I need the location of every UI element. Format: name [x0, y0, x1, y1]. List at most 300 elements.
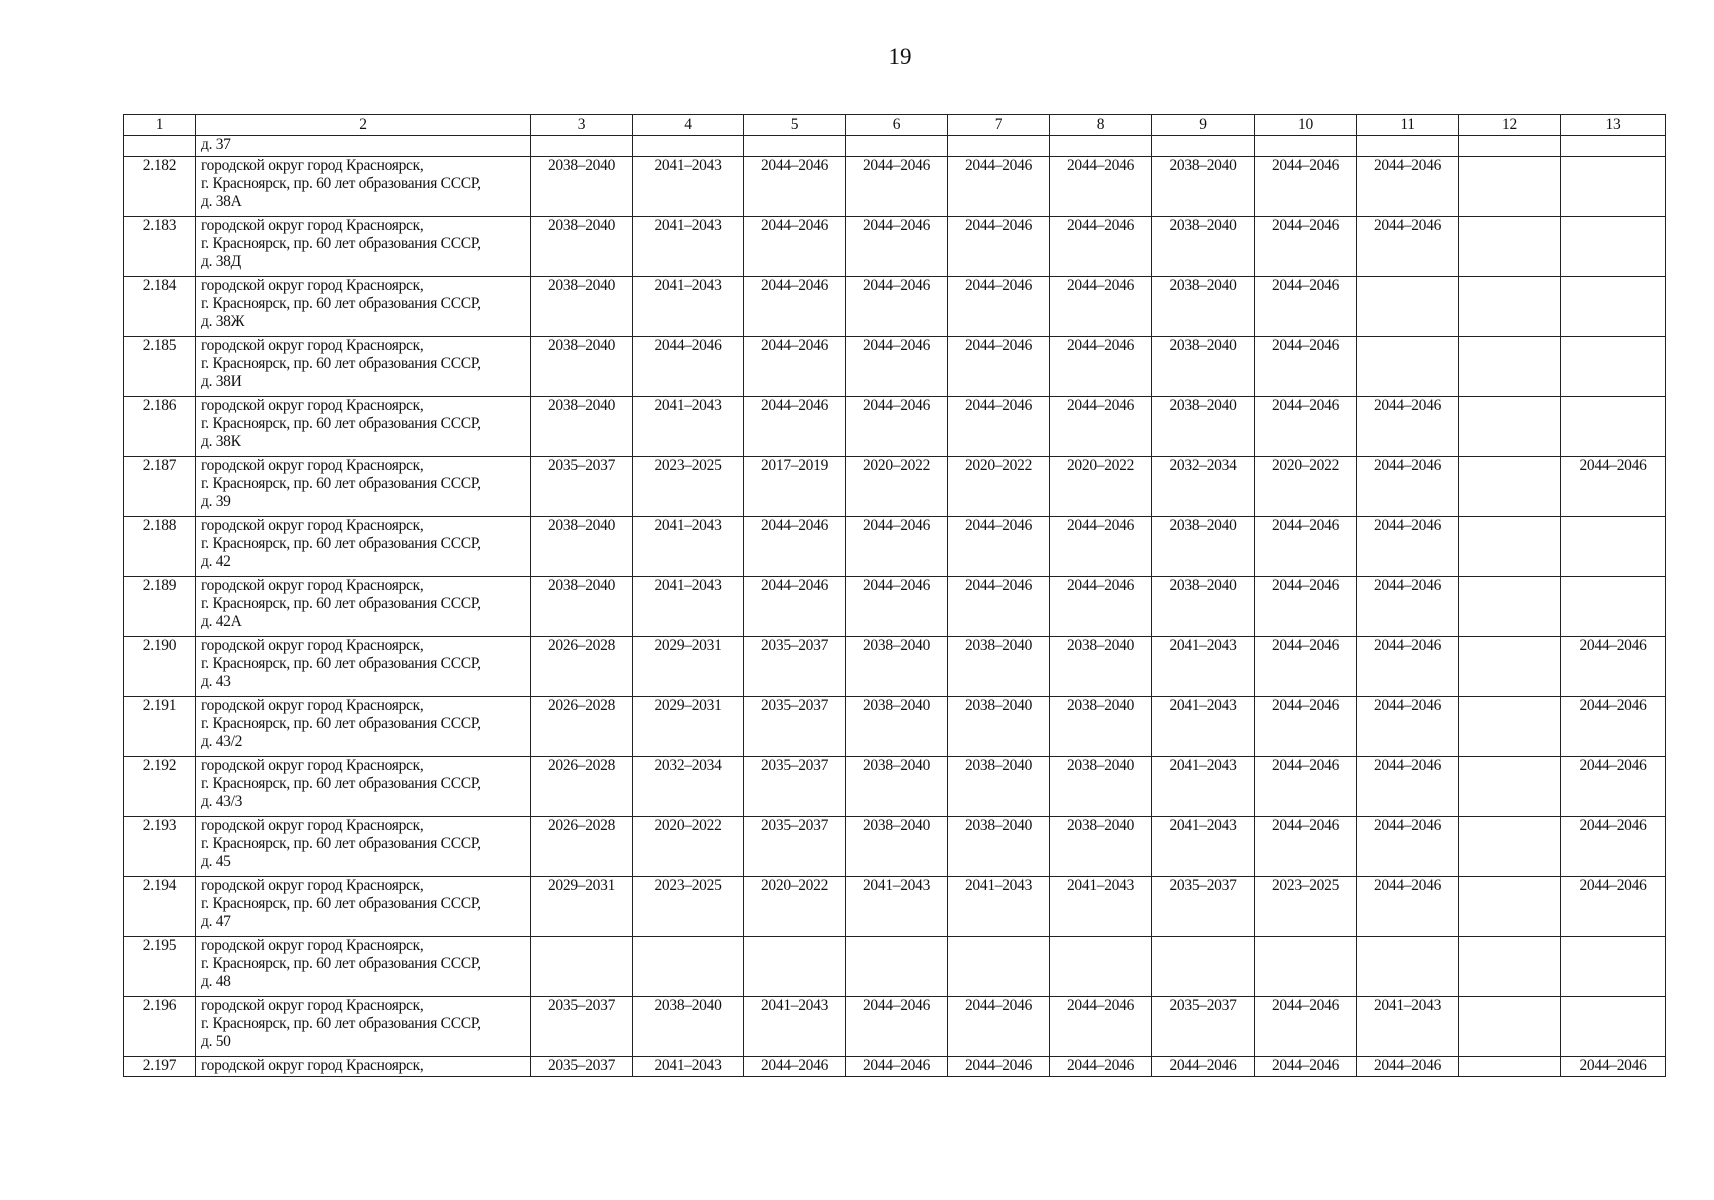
period-cell: 2026–2028	[531, 697, 633, 757]
address-line: д. 37	[201, 136, 231, 153]
period-cell	[1561, 136, 1666, 157]
schedule-table	[123, 114, 1666, 1077]
period-cell: 2044–2046	[744, 337, 846, 397]
table-row	[124, 337, 1666, 397]
period-cell: 2020–2022	[1050, 457, 1152, 517]
period-cell: 2026–2028	[531, 757, 633, 817]
period-cell: 2044–2046	[744, 577, 846, 637]
row-number-cell	[124, 136, 196, 157]
period-cell	[1357, 136, 1459, 157]
row-number-cell: 2.183	[124, 217, 196, 277]
address-line: городской округ город Красноярск,	[201, 337, 424, 354]
period-cell: 2038–2040	[1152, 517, 1255, 577]
period-cell: 2020–2022	[846, 457, 948, 517]
address-line: г. Красноярск, пр. 60 лет образования СССР,	[201, 775, 481, 792]
period-cell	[846, 937, 948, 997]
address-line: д. 38И	[201, 373, 242, 390]
period-cell	[744, 937, 846, 997]
period-cell	[1561, 517, 1666, 577]
period-cell: 2029–2031	[531, 877, 633, 937]
address-cell	[196, 937, 531, 997]
period-cell	[1459, 577, 1561, 637]
address-line: г. Красноярск, пр. 60 лет образования СССР,	[201, 595, 481, 612]
period-cell	[1459, 997, 1561, 1057]
period-cell: 2044–2046	[1255, 337, 1357, 397]
period-cell	[744, 136, 846, 157]
period-cell	[1255, 937, 1357, 997]
period-cell: 2029–2031	[633, 697, 744, 757]
period-cell: 2044–2046	[1255, 157, 1357, 217]
period-cell: 2044–2046	[744, 517, 846, 577]
period-cell: 2044–2046	[744, 397, 846, 457]
column-header: 6	[846, 115, 948, 136]
period-cell: 2026–2028	[531, 817, 633, 877]
period-cell	[1459, 277, 1561, 337]
address-line: д. 43/3	[201, 793, 243, 810]
period-cell: 2038–2040	[1050, 757, 1152, 817]
row-number-cell: 2.195	[124, 937, 196, 997]
period-cell: 2044–2046	[1255, 697, 1357, 757]
period-cell: 2023–2025	[633, 877, 744, 937]
period-cell: 2044–2046	[1050, 577, 1152, 637]
period-cell: 2038–2040	[1152, 337, 1255, 397]
period-cell	[531, 937, 633, 997]
address-line: г. Красноярск, пр. 60 лет образования СССР,	[201, 235, 481, 252]
row-number-cell: 2.190	[124, 637, 196, 697]
period-cell: 2038–2040	[1050, 637, 1152, 697]
period-cell: 2044–2046	[1357, 157, 1459, 217]
period-cell: 2038–2040	[531, 217, 633, 277]
period-cell: 2044–2046	[948, 997, 1050, 1057]
period-cell	[1152, 937, 1255, 997]
period-cell: 2023–2025	[1255, 877, 1357, 937]
period-cell: 2044–2046	[1050, 517, 1152, 577]
address-line: городской округ город Красноярск,	[201, 157, 424, 174]
period-cell	[948, 136, 1050, 157]
address-line: городской округ город Красноярск,	[201, 1057, 424, 1074]
period-cell: 2044–2046	[1255, 757, 1357, 817]
row-number-cell: 2.191	[124, 697, 196, 757]
period-cell: 2041–2043	[633, 1057, 744, 1077]
table-row	[124, 817, 1666, 877]
period-cell: 2044–2046	[1050, 337, 1152, 397]
address-line: д. 43	[201, 673, 231, 690]
address-line: д. 43/2	[201, 733, 243, 750]
table-row	[124, 136, 1666, 157]
period-cell: 2032–2034	[1152, 457, 1255, 517]
period-cell: 2044–2046	[1255, 277, 1357, 337]
period-cell	[1255, 136, 1357, 157]
address-line: городской округ город Красноярск,	[201, 877, 424, 894]
period-cell: 2041–2043	[633, 397, 744, 457]
address-line: городской округ город Красноярск,	[201, 637, 424, 654]
address-cell	[196, 337, 531, 397]
address-cell	[196, 517, 531, 577]
row-number-cell: 2.188	[124, 517, 196, 577]
period-cell: 2035–2037	[744, 757, 846, 817]
period-cell: 2038–2040	[531, 277, 633, 337]
address-cell	[196, 136, 531, 157]
address-line: городской округ город Красноярск,	[201, 997, 424, 1014]
period-cell: 2038–2040	[846, 697, 948, 757]
address-cell	[196, 757, 531, 817]
row-number-cell: 2.185	[124, 337, 196, 397]
period-cell	[1561, 937, 1666, 997]
period-cell	[1357, 277, 1459, 337]
period-cell: 2038–2040	[948, 757, 1050, 817]
address-line: городской округ город Красноярск,	[201, 817, 424, 834]
period-cell: 2044–2046	[744, 277, 846, 337]
period-cell: 2044–2046	[1561, 877, 1666, 937]
address-line: д. 38Ж	[201, 313, 245, 330]
address-line: д. 42	[201, 553, 231, 570]
table-row	[124, 757, 1666, 817]
period-cell: 2044–2046	[948, 577, 1050, 637]
period-cell: 2017–2019	[744, 457, 846, 517]
period-cell: 2041–2043	[1050, 877, 1152, 937]
column-header: 1	[124, 115, 196, 136]
period-cell: 2041–2043	[1357, 997, 1459, 1057]
period-cell: 2044–2046	[846, 577, 948, 637]
period-cell	[531, 136, 633, 157]
period-cell: 2038–2040	[1152, 397, 1255, 457]
period-cell: 2044–2046	[948, 217, 1050, 277]
row-number-cell: 2.189	[124, 577, 196, 637]
address-line: д. 38А	[201, 193, 242, 210]
period-cell: 2029–2031	[633, 637, 744, 697]
period-cell: 2044–2046	[744, 1057, 846, 1077]
period-cell: 2035–2037	[1152, 997, 1255, 1057]
column-header: 4	[633, 115, 744, 136]
period-cell	[1459, 637, 1561, 697]
period-cell	[1459, 217, 1561, 277]
table-row	[124, 157, 1666, 217]
table-header-row	[124, 115, 1666, 136]
period-cell: 2041–2043	[633, 277, 744, 337]
period-cell: 2044–2046	[1255, 637, 1357, 697]
period-cell: 2044–2046	[1561, 1057, 1666, 1077]
period-cell: 2023–2025	[633, 457, 744, 517]
address-cell	[196, 457, 531, 517]
period-cell: 2038–2040	[531, 517, 633, 577]
period-cell: 2044–2046	[846, 277, 948, 337]
period-cell	[1561, 337, 1666, 397]
period-cell: 2041–2043	[633, 577, 744, 637]
address-cell	[196, 397, 531, 457]
period-cell: 2044–2046	[948, 1057, 1050, 1077]
row-number-cell: 2.194	[124, 877, 196, 937]
period-cell: 2044–2046	[1357, 217, 1459, 277]
period-cell: 2044–2046	[1561, 637, 1666, 697]
period-cell: 2044–2046	[1357, 397, 1459, 457]
period-cell	[1459, 457, 1561, 517]
address-line: д. 39	[201, 493, 231, 510]
period-cell: 2044–2046	[846, 217, 948, 277]
period-cell: 2035–2037	[531, 457, 633, 517]
column-header: 2	[196, 115, 531, 136]
address-line: г. Красноярск, пр. 60 лет образования СССР,	[201, 895, 481, 912]
table-row	[124, 517, 1666, 577]
period-cell: 2038–2040	[846, 757, 948, 817]
period-cell: 2044–2046	[744, 217, 846, 277]
period-cell	[1459, 1057, 1561, 1077]
address-line: г. Красноярск, пр. 60 лет образования СССР,	[201, 955, 481, 972]
period-cell: 2035–2037	[744, 697, 846, 757]
table-row	[124, 457, 1666, 517]
period-cell	[633, 136, 744, 157]
period-cell: 2038–2040	[633, 997, 744, 1057]
address-line: г. Красноярск, пр. 60 лет образования СССР,	[201, 415, 481, 432]
address-cell	[196, 997, 531, 1057]
address-line: городской округ город Красноярск,	[201, 217, 424, 234]
table-row	[124, 637, 1666, 697]
table-row	[124, 1057, 1666, 1077]
period-cell: 2038–2040	[1152, 217, 1255, 277]
address-cell	[196, 217, 531, 277]
address-line: д. 38Д	[201, 253, 241, 270]
period-cell: 2041–2043	[1152, 637, 1255, 697]
period-cell: 2044–2046	[1050, 277, 1152, 337]
address-line: городской округ город Красноярск,	[201, 517, 424, 534]
table-row	[124, 997, 1666, 1057]
period-cell: 2035–2037	[744, 637, 846, 697]
period-cell: 2020–2022	[948, 457, 1050, 517]
address-line: г. Красноярск, пр. 60 лет образования СССР,	[201, 175, 481, 192]
address-line: г. Красноярск, пр. 60 лет образования СССР,	[201, 715, 481, 732]
period-cell: 2041–2043	[1152, 757, 1255, 817]
period-cell	[1561, 397, 1666, 457]
period-cell: 2041–2043	[1152, 697, 1255, 757]
row-number-cell: 2.182	[124, 157, 196, 217]
period-cell: 2044–2046	[1255, 397, 1357, 457]
period-cell: 2044–2046	[1357, 577, 1459, 637]
period-cell	[1459, 877, 1561, 937]
period-cell	[1459, 697, 1561, 757]
address-cell	[196, 877, 531, 937]
period-cell: 2038–2040	[531, 157, 633, 217]
period-cell: 2038–2040	[531, 397, 633, 457]
period-cell	[846, 136, 948, 157]
address-line: г. Красноярск, пр. 60 лет образования СССР,	[201, 1015, 481, 1032]
period-cell: 2038–2040	[846, 817, 948, 877]
period-cell: 2044–2046	[744, 157, 846, 217]
column-header: 3	[531, 115, 633, 136]
period-cell: 2044–2046	[846, 397, 948, 457]
period-cell: 2044–2046	[1050, 157, 1152, 217]
row-number-cell: 2.193	[124, 817, 196, 877]
address-line: городской округ город Красноярск,	[201, 397, 424, 414]
period-cell: 2044–2046	[1255, 577, 1357, 637]
table-row	[124, 577, 1666, 637]
period-cell: 2035–2037	[744, 817, 846, 877]
period-cell: 2044–2046	[846, 337, 948, 397]
address-cell	[196, 1057, 531, 1077]
address-line: д. 48	[201, 973, 231, 990]
period-cell: 2044–2046	[1561, 757, 1666, 817]
period-cell: 2038–2040	[1152, 277, 1255, 337]
column-header: 9	[1152, 115, 1255, 136]
period-cell	[633, 937, 744, 997]
period-cell	[1459, 397, 1561, 457]
column-header: 7	[948, 115, 1050, 136]
period-cell: 2044–2046	[1357, 457, 1459, 517]
period-cell: 2044–2046	[1255, 1057, 1357, 1077]
period-cell	[1459, 817, 1561, 877]
period-cell: 2044–2046	[1050, 1057, 1152, 1077]
address-line: городской округ город Красноярск,	[201, 277, 424, 294]
period-cell	[1459, 757, 1561, 817]
column-header: 11	[1357, 115, 1459, 136]
address-line: д. 45	[201, 853, 231, 870]
column-header: 10	[1255, 115, 1357, 136]
address-cell	[196, 277, 531, 337]
period-cell: 2038–2040	[1050, 697, 1152, 757]
period-cell: 2041–2043	[633, 217, 744, 277]
period-cell: 2044–2046	[1357, 1057, 1459, 1077]
period-cell: 2044–2046	[1357, 757, 1459, 817]
period-cell: 2035–2037	[531, 997, 633, 1057]
period-cell	[1357, 937, 1459, 997]
period-cell: 2044–2046	[1561, 817, 1666, 877]
table-row	[124, 217, 1666, 277]
address-cell	[196, 697, 531, 757]
period-cell: 2044–2046	[1255, 517, 1357, 577]
row-number-cell: 2.192	[124, 757, 196, 817]
row-number-cell: 2.196	[124, 997, 196, 1057]
column-header: 8	[1050, 115, 1152, 136]
address-line: д. 42А	[201, 613, 242, 630]
period-cell: 2044–2046	[948, 397, 1050, 457]
address-line: городской округ город Красноярск,	[201, 757, 424, 774]
period-cell: 2044–2046	[846, 517, 948, 577]
period-cell	[1561, 157, 1666, 217]
address-line: г. Красноярск, пр. 60 лет образования СССР,	[201, 475, 481, 492]
period-cell	[1561, 217, 1666, 277]
period-cell: 2044–2046	[948, 337, 1050, 397]
period-cell: 2044–2046	[1050, 217, 1152, 277]
column-header: 12	[1459, 115, 1561, 136]
period-cell: 2035–2037	[531, 1057, 633, 1077]
period-cell: 2020–2022	[744, 877, 846, 937]
period-cell: 2044–2046	[1050, 997, 1152, 1057]
period-cell	[1459, 337, 1561, 397]
period-cell: 2044–2046	[1255, 817, 1357, 877]
address-line: г. Красноярск, пр. 60 лет образования СССР,	[201, 655, 481, 672]
page-number: 19	[888, 44, 912, 69]
table-row	[124, 697, 1666, 757]
table-row	[124, 937, 1666, 997]
period-cell: 2038–2040	[531, 577, 633, 637]
period-cell: 2038–2040	[1152, 577, 1255, 637]
column-header: 13	[1561, 115, 1666, 136]
period-cell	[1561, 577, 1666, 637]
period-cell: 2038–2040	[531, 337, 633, 397]
address-line: д. 47	[201, 913, 231, 930]
period-cell	[1561, 997, 1666, 1057]
period-cell: 2044–2046	[1255, 997, 1357, 1057]
period-cell: 2035–2037	[1152, 877, 1255, 937]
period-cell: 2044–2046	[1561, 457, 1666, 517]
period-cell: 2020–2022	[633, 817, 744, 877]
period-cell	[1357, 337, 1459, 397]
period-cell: 2038–2040	[1152, 157, 1255, 217]
period-cell: 2041–2043	[633, 157, 744, 217]
address-line: г. Красноярск, пр. 60 лет образования СССР,	[201, 295, 481, 312]
period-cell: 2038–2040	[948, 697, 1050, 757]
period-cell	[1050, 937, 1152, 997]
period-cell: 2041–2043	[633, 517, 744, 577]
period-cell: 2044–2046	[846, 997, 948, 1057]
period-cell: 2044–2046	[1357, 877, 1459, 937]
table-row	[124, 397, 1666, 457]
address-line: городской округ город Красноярск,	[201, 697, 424, 714]
period-cell: 2044–2046	[1357, 817, 1459, 877]
period-cell	[1561, 277, 1666, 337]
address-cell	[196, 577, 531, 637]
address-line: городской округ город Красноярск,	[201, 457, 424, 474]
period-cell: 2044–2046	[1357, 637, 1459, 697]
period-cell: 2038–2040	[846, 637, 948, 697]
address-line: г. Красноярск, пр. 60 лет образования СССР,	[201, 835, 481, 852]
address-cell	[196, 817, 531, 877]
period-cell: 2044–2046	[948, 277, 1050, 337]
address-line: г. Красноярск, пр. 60 лет образования СССР,	[201, 535, 481, 552]
table-row	[124, 277, 1666, 337]
period-cell: 2041–2043	[948, 877, 1050, 937]
table-row	[124, 877, 1666, 937]
period-cell: 2044–2046	[948, 517, 1050, 577]
table-body	[124, 115, 1666, 1077]
period-cell: 2044–2046	[1255, 217, 1357, 277]
row-number-cell: 2.197	[124, 1057, 196, 1077]
row-number-cell: 2.184	[124, 277, 196, 337]
row-number-cell: 2.187	[124, 457, 196, 517]
address-line: городской округ город Красноярск,	[201, 577, 424, 594]
period-cell	[948, 937, 1050, 997]
period-cell: 2044–2046	[1561, 697, 1666, 757]
address-line: городской округ город Красноярск,	[201, 937, 424, 954]
period-cell: 2038–2040	[948, 817, 1050, 877]
period-cell: 2044–2046	[948, 157, 1050, 217]
column-header: 5	[744, 115, 846, 136]
period-cell: 2044–2046	[846, 1057, 948, 1077]
row-number-cell: 2.186	[124, 397, 196, 457]
address-line: д. 50	[201, 1033, 231, 1050]
period-cell: 2041–2043	[744, 997, 846, 1057]
period-cell: 2032–2034	[633, 757, 744, 817]
period-cell: 2044–2046	[1357, 697, 1459, 757]
address-line: д. 38К	[201, 433, 241, 450]
address-line: г. Красноярск, пр. 60 лет образования СССР,	[201, 355, 481, 372]
period-cell: 2041–2043	[1152, 817, 1255, 877]
period-cell	[1459, 517, 1561, 577]
period-cell: 2038–2040	[1050, 817, 1152, 877]
period-cell: 2044–2046	[633, 337, 744, 397]
period-cell	[1050, 136, 1152, 157]
period-cell	[1152, 136, 1255, 157]
period-cell: 2038–2040	[948, 637, 1050, 697]
period-cell: 2026–2028	[531, 637, 633, 697]
period-cell	[1459, 157, 1561, 217]
period-cell: 2044–2046	[1152, 1057, 1255, 1077]
period-cell: 2020–2022	[1255, 457, 1357, 517]
address-cell	[196, 637, 531, 697]
address-cell	[196, 157, 531, 217]
period-cell	[1459, 136, 1561, 157]
period-cell: 2044–2046	[1050, 397, 1152, 457]
period-cell: 2041–2043	[846, 877, 948, 937]
period-cell: 2044–2046	[846, 157, 948, 217]
